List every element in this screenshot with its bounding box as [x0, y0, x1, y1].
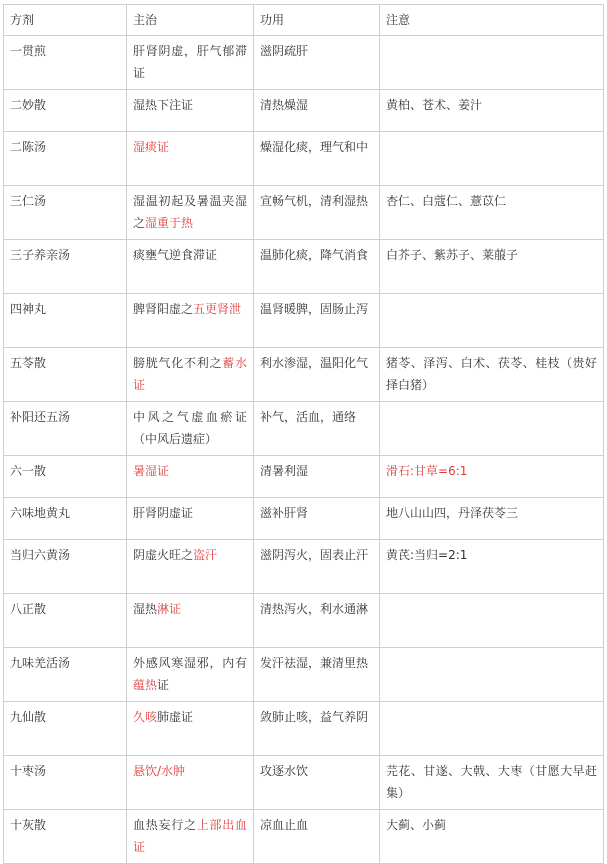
header-note: 注意 — [380, 5, 604, 36]
note-cell — [380, 456, 604, 498]
indication-text: 血热妄行之 — [133, 818, 197, 832]
indication-cell — [127, 294, 254, 348]
note-cell — [380, 594, 604, 648]
indication-cell — [127, 498, 254, 540]
indication-cell — [127, 594, 254, 648]
formula-name: 二妙散 — [4, 90, 127, 132]
formula-name: 四神丸 — [4, 294, 127, 348]
note-cell — [380, 240, 604, 294]
indication-highlight: 蓄水证 — [133, 356, 247, 392]
table-row — [4, 348, 604, 402]
indication-text: 阴虚火旺之 — [133, 548, 194, 562]
indication-text: 痰壅气逆食滞证 — [133, 248, 218, 262]
table-row — [4, 648, 604, 702]
indication-highlight: 久咳 — [133, 710, 158, 724]
indication-text: 肝肾阴虚证 — [133, 506, 194, 520]
function-cell: 清热泻火，利水通淋 — [254, 594, 380, 648]
indication-highlight: 上部出血证 — [133, 818, 247, 854]
note-highlight: 滑石:甘草=6:1 — [386, 464, 468, 478]
table-row — [4, 810, 604, 864]
indication-text: 证 — [157, 678, 170, 692]
function-cell: 清热燥湿 — [254, 90, 380, 132]
table-row — [4, 186, 604, 240]
indication-cell — [127, 456, 254, 498]
header-row — [4, 5, 604, 36]
formula-name: 十灰散 — [4, 810, 127, 864]
indication-highlight: 暑湿证 — [133, 464, 170, 478]
formula-name: 当归六黄汤 — [4, 540, 127, 594]
indication-cell — [127, 36, 254, 90]
header-formula: 方剂 — [4, 5, 127, 36]
indication-text: 脾肾阳虚之 — [133, 302, 194, 316]
header-function: 功用 — [254, 5, 380, 36]
note-cell — [380, 132, 604, 186]
indication-highlight: 五更肾泄 — [193, 302, 242, 316]
function-cell: 利水渗湿，温阳化气 — [254, 348, 380, 402]
note-text: 大蓟、小蓟 — [386, 818, 447, 832]
indication-text: 湿温初起及暑温夹湿之 — [133, 194, 247, 230]
formula-name: 九味羌活汤 — [4, 648, 127, 702]
function-cell: 凉血止血 — [254, 810, 380, 864]
indication-highlight: 淋证 — [157, 602, 182, 616]
function-cell: 发汗祛湿，兼清里热 — [254, 648, 380, 702]
indication-highlight: 蕴热 — [133, 678, 158, 692]
formula-name: 补阳还五汤 — [4, 402, 127, 456]
function-cell: 温肾暖脾，固肠止泻 — [254, 294, 380, 348]
indication-text: 湿热 — [133, 602, 158, 616]
indication-text: 外感风寒湿邪，内有 — [133, 656, 247, 670]
header-indication: 主治 — [127, 5, 254, 36]
indication-text: 中风之气虚血瘀证（中风后遗症） — [133, 410, 247, 446]
function-cell: 敛肺止咳，益气养阴 — [254, 702, 380, 756]
indication-cell — [127, 348, 254, 402]
function-cell: 滋阴疏肝 — [254, 36, 380, 90]
function-cell: 补气，活血，通络 — [254, 402, 380, 456]
indication-cell — [127, 402, 254, 456]
note-cell — [380, 756, 604, 810]
indication-text: 膀胱气化不利之 — [133, 356, 223, 370]
note-text: 白芥子、紫苏子、莱菔子 — [386, 248, 519, 262]
indication-cell — [127, 240, 254, 294]
formula-name: 五苓散 — [4, 348, 127, 402]
indication-cell — [127, 702, 254, 756]
indication-text: 湿热下注证 — [133, 98, 194, 112]
indication-cell — [127, 756, 254, 810]
indication-cell — [127, 132, 254, 186]
note-text: 杏仁、白蔻仁、薏苡仁 — [386, 194, 507, 208]
formula-name: 九仙散 — [4, 702, 127, 756]
indication-cell — [127, 810, 254, 864]
table-row — [4, 402, 604, 456]
formula-name: 八正散 — [4, 594, 127, 648]
formula-name: 十枣汤 — [4, 756, 127, 810]
table-row — [4, 540, 604, 594]
indication-cell — [127, 540, 254, 594]
formula-table — [3, 4, 604, 864]
function-cell: 温肺化痰，降气消食 — [254, 240, 380, 294]
note-cell — [380, 702, 604, 756]
table-row — [4, 498, 604, 540]
formula-name: 一贯煎 — [4, 36, 127, 90]
note-cell — [380, 810, 604, 864]
table-row — [4, 702, 604, 756]
note-cell — [380, 294, 604, 348]
note-text: 黄柏、苍术、姜汁 — [386, 98, 483, 112]
note-cell — [380, 348, 604, 402]
table-row — [4, 132, 604, 186]
note-cell — [380, 498, 604, 540]
function-cell: 宣畅气机，清利湿热 — [254, 186, 380, 240]
function-cell: 滋补肝肾 — [254, 498, 380, 540]
formula-name: 三仁汤 — [4, 186, 127, 240]
indication-highlight: 湿重于热 — [145, 216, 194, 230]
note-cell — [380, 648, 604, 702]
note-cell — [380, 186, 604, 240]
note-text: 芫花、甘遂、大戟、大枣（甘愿大早赶集） — [386, 764, 597, 800]
note-cell — [380, 540, 604, 594]
note-cell — [380, 402, 604, 456]
function-cell: 攻逐水饮 — [254, 756, 380, 810]
indication-cell — [127, 90, 254, 132]
note-cell — [380, 90, 604, 132]
table-row — [4, 594, 604, 648]
formula-name: 六味地黄丸 — [4, 498, 127, 540]
indication-cell — [127, 648, 254, 702]
formula-name: 三子养亲汤 — [4, 240, 127, 294]
indication-highlight: 湿痰证 — [133, 140, 170, 154]
table-row — [4, 36, 604, 90]
function-cell: 滋阴泻火，固表止汗 — [254, 540, 380, 594]
indication-text: 肺虚证 — [157, 710, 194, 724]
note-cell — [380, 36, 604, 90]
table-row — [4, 90, 604, 132]
table-row — [4, 756, 604, 810]
table-row — [4, 294, 604, 348]
indication-highlight: 盗汗 — [193, 548, 218, 562]
note-text: 黄芪:当归=2:1 — [386, 548, 468, 562]
function-cell: 燥湿化痰，理气和中 — [254, 132, 380, 186]
note-text: 猪苓、泽泻、白术、茯苓、桂枝（贵好择白猪） — [386, 356, 597, 392]
table-row — [4, 240, 604, 294]
formula-name: 二陈汤 — [4, 132, 127, 186]
note-text: 地八山山四，丹泽茯苓三 — [386, 506, 519, 520]
indication-highlight: 悬饮/水肿 — [133, 764, 186, 778]
table-row — [4, 456, 604, 498]
indication-cell — [127, 186, 254, 240]
indication-text: 肝肾阴虚，肝气郁滞证 — [133, 44, 247, 80]
function-cell: 清暑利湿 — [254, 456, 380, 498]
formula-name: 六一散 — [4, 456, 127, 498]
